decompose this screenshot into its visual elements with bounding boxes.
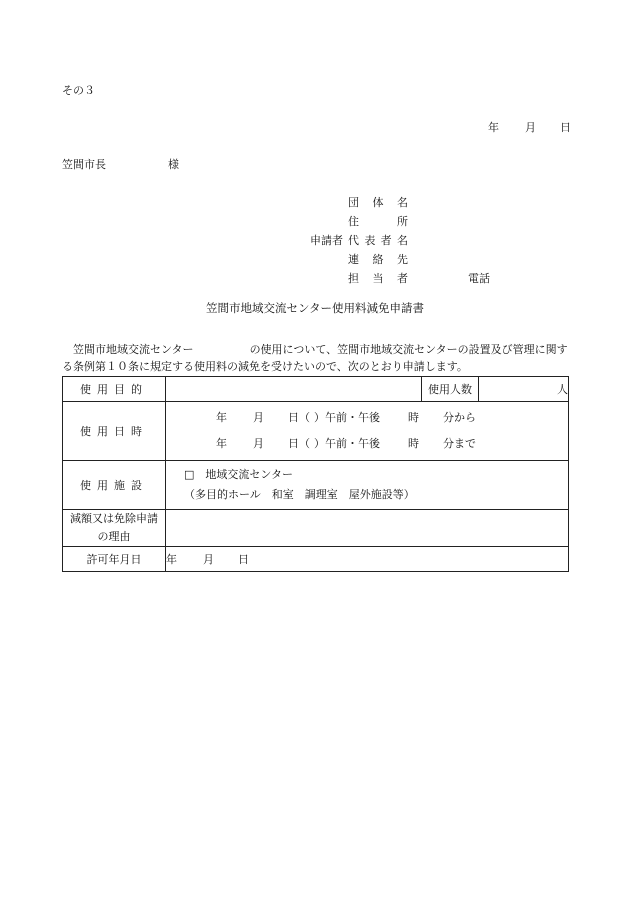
document-title: 笠間市地域交流センター使用料減免申請書 <box>205 301 425 315</box>
datetime-value-cell[interactable] <box>166 402 569 461</box>
purpose-label: 使用目的 <box>80 383 148 396</box>
field-person-in-charge: 担当者 <box>348 272 408 285</box>
purpose-label-cell <box>63 377 166 402</box>
form-number: その３ <box>62 84 95 97</box>
count-unit: 人 <box>557 383 568 396</box>
application-table <box>62 376 569 572</box>
field-group-name: 団体名 <box>348 196 408 209</box>
addressee-name: 笠間市長 <box>62 158 106 171</box>
permit-value-cell: 年 月 日 <box>166 547 569 572</box>
date-day: 日 <box>560 121 571 134</box>
time-start-line: 年 月 日（ ）午前・午後 時 分から <box>216 411 476 424</box>
date-year: 年 <box>488 121 499 134</box>
facility-checkbox[interactable]: □ <box>184 468 195 481</box>
purpose-value-cell[interactable] <box>166 377 422 402</box>
addressee <box>62 156 179 172</box>
permit-label: 許可年月日 <box>86 553 142 566</box>
body-line-1: 笠間市地域交流センター の使用について、笠間市地域交流センターの設置及び管理に関す <box>73 343 568 356</box>
facility-name: 地域交流センター <box>205 468 293 481</box>
datetime-label-cell <box>63 402 166 461</box>
count-label-cell <box>422 377 479 402</box>
reason-label-cell <box>63 510 166 547</box>
reason-label-line-2: の理由 <box>97 530 131 543</box>
table-row <box>63 402 569 461</box>
phone-label: 電話 <box>468 272 490 285</box>
field-representative: 代表者名 <box>348 234 408 247</box>
reason-value-cell[interactable] <box>166 510 569 547</box>
body-text <box>62 341 568 375</box>
datetime-label: 使用日時 <box>80 425 148 438</box>
count-label: 使用人数 <box>428 383 472 396</box>
body-line-2: る条例第１０条に規定する使用料の減免を受けたいので、次のとおり申請します。 <box>62 360 468 373</box>
facility-label: 使用施設 <box>80 479 148 492</box>
permit-label-cell <box>63 547 166 572</box>
table-row <box>63 510 569 547</box>
table-row <box>63 547 569 572</box>
reason-label-line-1: 減額又は免除申請 <box>70 512 158 525</box>
count-value-cell[interactable] <box>479 377 569 402</box>
table-row <box>63 461 569 510</box>
facility-value-cell <box>166 461 569 510</box>
facility-option[interactable] <box>166 465 568 485</box>
applicant-role-label: 申請者 <box>310 234 343 247</box>
facility-detail: （多目的ホール 和室 調理室 屋外施設等） <box>184 488 415 501</box>
honorific: 様 <box>168 158 179 171</box>
table-row <box>63 377 569 402</box>
field-address: 住所 <box>348 215 408 228</box>
time-end-line: 年 月 日（ ）午前・午後 時 分まで <box>216 437 476 450</box>
field-contact: 連絡先 <box>348 253 408 266</box>
application-date <box>488 119 571 135</box>
date-month: 月 <box>525 121 536 134</box>
facility-label-cell <box>63 461 166 510</box>
